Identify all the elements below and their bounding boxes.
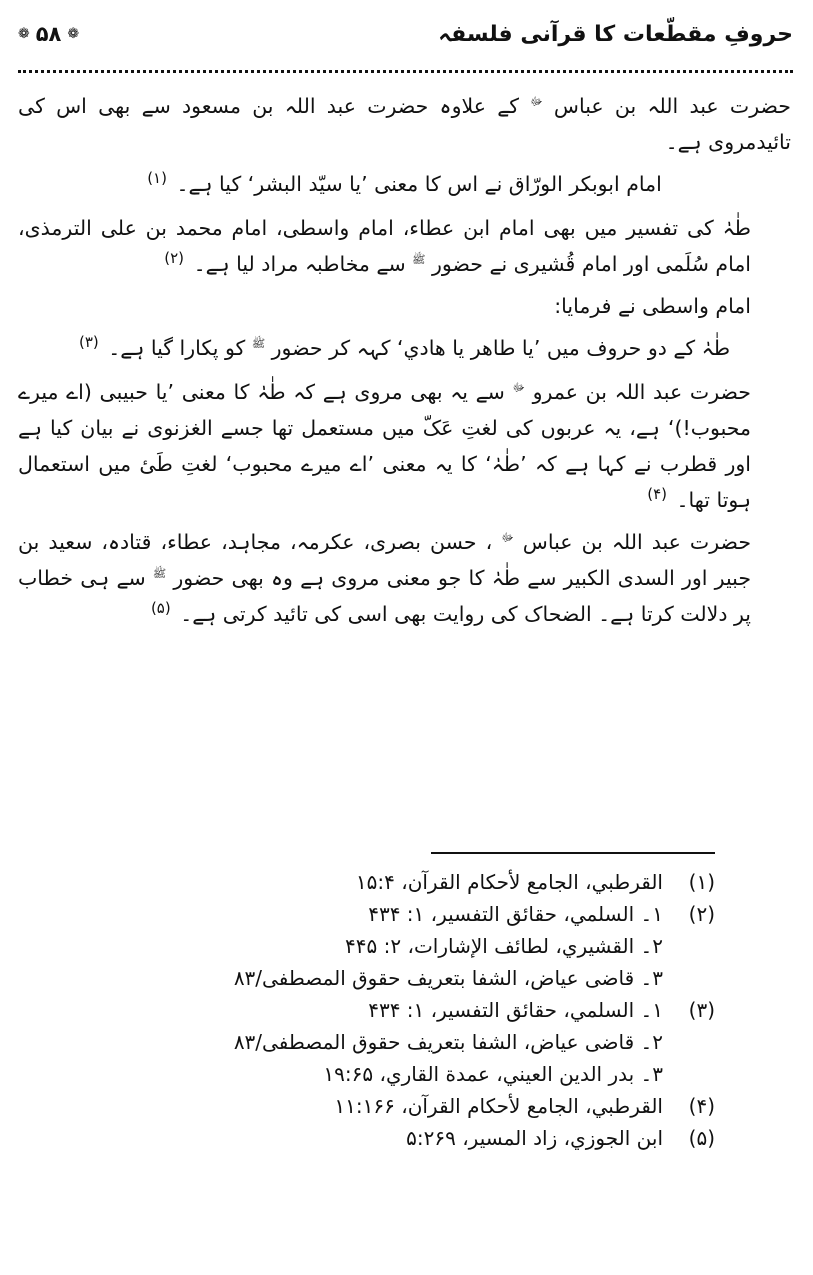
footnote-lines <box>234 898 663 994</box>
paragraph <box>18 330 791 366</box>
footnote-lines <box>334 1090 663 1122</box>
footnote-marker: (۵) <box>688 1126 715 1150</box>
footnote-text: ۲۔ القشيري، لطائف الإشارات، ۲: ۴۴۵ <box>345 934 663 958</box>
footnote-lines <box>356 866 663 898</box>
header-divider <box>18 70 793 73</box>
page-header <box>18 22 793 62</box>
paragraph <box>18 210 791 282</box>
footnote-ref: (۲) <box>164 249 185 268</box>
paragraph <box>18 88 791 160</box>
paragraph <box>18 524 791 632</box>
text-span: ، حسن بصری، عکرمہ، مجاہد، عطاء، قتادہ، سعید بن جبیر اور السدی الکبیر سے طٰہٰ کا جو معنی مروی ہے وہ بھی حضور <box>18 530 751 590</box>
ornament-icon: ❁ <box>67 26 80 42</box>
footnote-ref: (۴) <box>647 485 667 504</box>
honorific-icon: ﷻ <box>512 381 525 395</box>
text-span: سے مخاطبہ مراد لیا ہے۔ <box>193 252 406 276</box>
footnote-text: ۱۔ السلمي، حقائق التفسير، ۱: ۴۳۴ <box>368 998 663 1022</box>
paragraph <box>18 166 791 202</box>
page-number <box>18 22 79 46</box>
text-span: سے یہ بھی مروی ہے کہ طٰہٰ کا معنی ’یا حبیبی (اے میرے محبوب!)‘ ہے، یہ عربوں کی لغتِ عَکّ میں مستعمل تھا جسے الغزنوی نے بیان کیا ہے اور قطرب نے کہا ہے کہ ’طٰہٰ‘ کا یہ معنی ’اے میرے محبوب‘ لغتِ طَیٔ میں استعمال ہوتا تھا۔ <box>18 380 751 512</box>
footnote-ref: (۱) <box>147 169 167 188</box>
text-span: طٰہٰ کے دو حروف میں ’یا طاهر یا هادي‘ کہہ کر حضور <box>271 336 731 360</box>
paragraph <box>18 288 791 324</box>
text-span: سے ہی خطاب پر دلالت کرتا ہے۔ الضحاک کی روایت بھی اسی کی تائید کرتی ہے۔ <box>18 566 751 626</box>
footnote-lines <box>234 994 663 1090</box>
paragraph <box>18 374 791 518</box>
text-span: امام ابوبکر الورّاق نے اس کا معنی ’یا سیّد البشر‘ کیا ہے۔ <box>176 172 662 196</box>
footnote-divider <box>431 852 715 854</box>
footnote-item <box>150 994 715 1090</box>
book-title: حروفِ مقطّعات کا قرآنی فلسفہ <box>438 22 793 47</box>
text-span: امام واسطی نے فرمایا: <box>554 294 751 318</box>
footnote-text: القرطبي، الجامع لأحكام القرآن، ۱۱:۱۶۶ <box>334 1094 663 1118</box>
honorific-icon: ﷺ <box>152 567 167 581</box>
honorific-icon: ﷺ <box>251 337 266 351</box>
footnote-item <box>150 866 715 898</box>
text-span: کو پکارا گیا ہے۔ <box>108 336 246 360</box>
footnote-text: ۲۔ قاضی عیاض، الشفا بتعریف حقوق المصطفی/۸۳ <box>233 1030 663 1054</box>
footnote-marker: (۴) <box>688 1094 715 1118</box>
text-span: حضرت عبد اللہ بن عباس <box>553 94 791 118</box>
honorific-icon: ﷻ <box>501 531 514 545</box>
main-text <box>18 88 791 638</box>
footnote-text: ۳۔ بدر الدين العيني، عمدة القاري، ۱۹:۶۵ <box>323 1062 663 1086</box>
footnote-ref: (۵) <box>150 599 171 618</box>
footnote-text: ابن الجوزي، زاد المسير، ۵:۲۶۹ <box>406 1126 663 1150</box>
footnote-item <box>150 1090 715 1122</box>
footnote-marker: (۱) <box>688 870 715 894</box>
footnote-marker: (۲) <box>688 902 715 926</box>
footnote-item <box>150 898 715 994</box>
page-number-value: ۵۸ <box>35 22 62 46</box>
footnote-ref: (۳) <box>78 333 99 352</box>
footnote-text: القرطبي، الجامع لأحكام القرآن، ۱۵:۴ <box>355 870 663 894</box>
footnote-text: ۳۔ قاضی عیاض، الشفا بتعریف حقوق المصطفی/۸۳ <box>233 966 663 990</box>
ornament-icon: ❁ <box>18 26 30 42</box>
footnote-text: ۱۔ السلمي، حقائق التفسير، ۱: ۴۳۴ <box>368 902 663 926</box>
footnotes <box>150 866 715 1154</box>
text-span: حضرت عبد اللہ بن عمرو <box>532 380 751 404</box>
honorific-icon: ﷻ <box>530 95 543 109</box>
honorific-icon: ﷺ <box>412 253 426 267</box>
text-span: حضرت عبد اللہ بن عباس <box>522 530 751 554</box>
text-span: طٰہٰ کی تفسیر میں بھی امام ابن عطاء، امام واسطی، امام محمد بن علی الترمذی، امام سُلَمی اور امام قُشیری نے حضور <box>18 216 751 276</box>
footnote-item <box>150 1122 715 1154</box>
footnote-marker: (۳) <box>688 998 715 1022</box>
footnote-lines <box>406 1122 663 1154</box>
text-span: کے علاوہ حضرت عبد اللہ بن مسعود سے بھی اس کی تائیدمروی ہے۔ <box>18 94 791 154</box>
